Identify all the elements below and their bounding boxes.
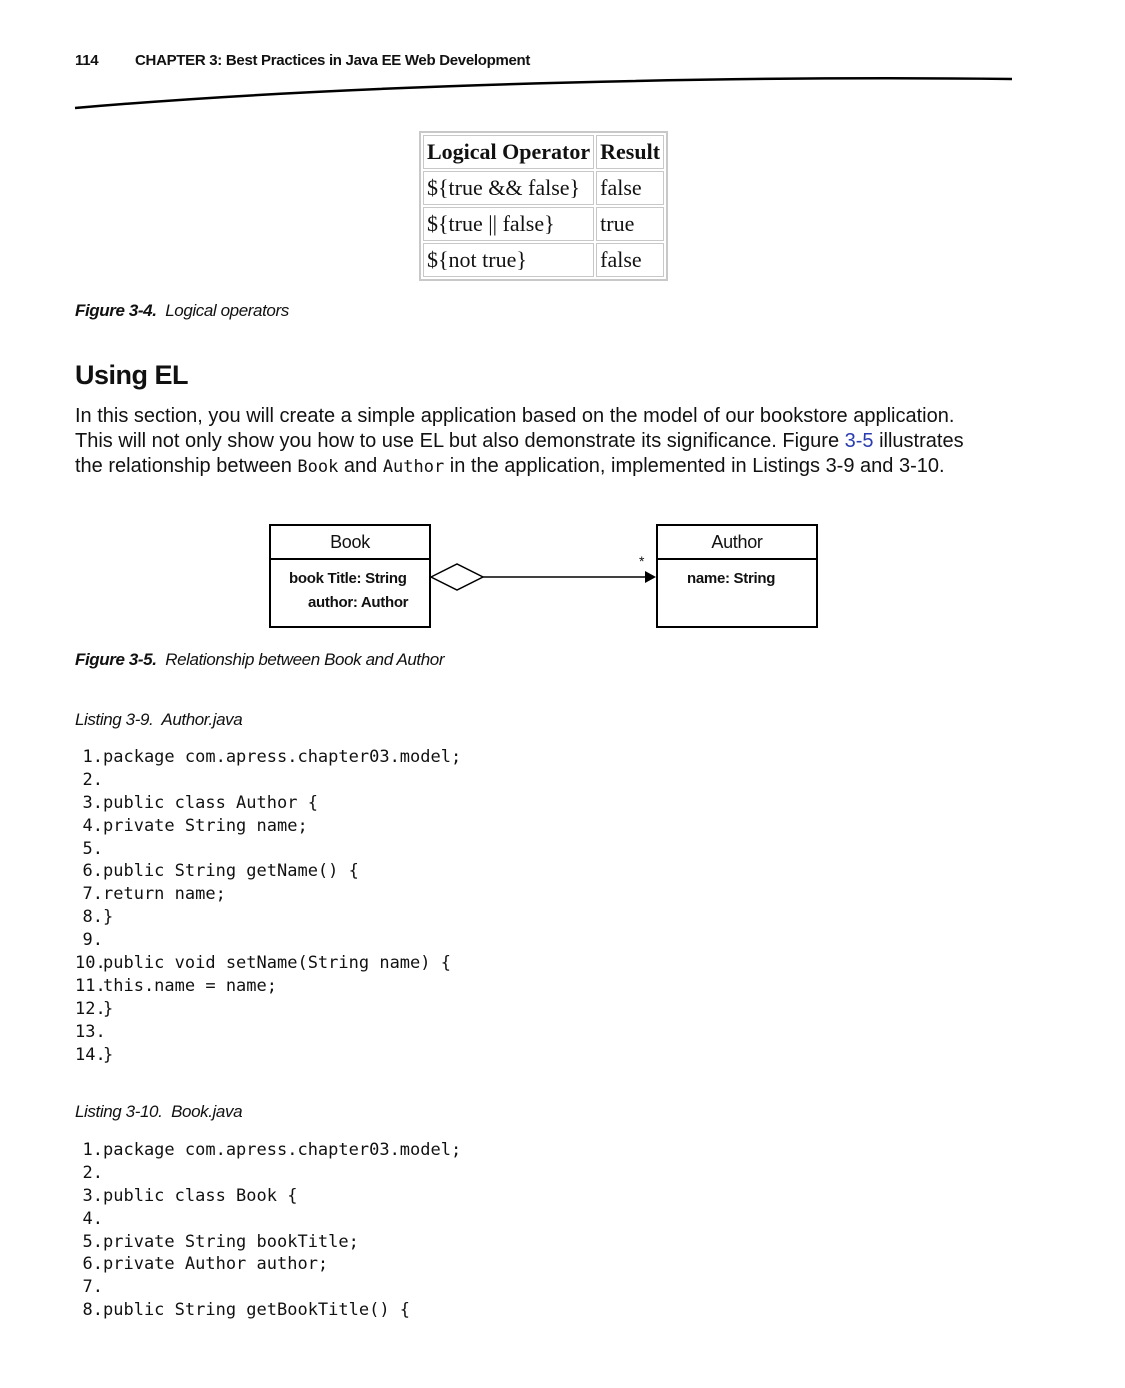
inline-code: Author [382,457,445,477]
paragraph-text: the relationship between [75,455,298,477]
line-number: 12. [75,998,106,1019]
listing-caption-text: Author.java [161,710,243,729]
code-listing [75,1139,461,1322]
line-number: 13. [75,1021,106,1042]
table-cell: ${true && false} [423,171,594,205]
code-text: } [103,998,114,1019]
line-number: 1. [82,747,103,767]
listing-caption [75,1102,242,1122]
line-number: 14. [75,1044,106,1065]
inline-code: Book [297,457,339,477]
line-number: 8. [82,1300,103,1321]
code-line [75,883,461,906]
uml-attribute: author: Author [308,594,409,611]
line-number: 11. [75,975,106,996]
code-line [75,815,461,838]
line-number: 7. [82,884,103,905]
code-line [75,1185,461,1208]
listing-caption-text: Book.java [171,1102,243,1121]
code-line [75,1044,461,1067]
code-line [75,838,461,861]
line-number: 8. [82,907,103,928]
code-line [75,1021,461,1044]
line-number: 4. [82,1208,103,1229]
uml-attribute: book Title: String [289,570,407,587]
code-text: this.name = name; [103,975,277,996]
figure-caption-text: Logical operators [165,301,289,320]
uml-multiplicity: * [639,553,645,569]
code-line [75,792,461,815]
line-number: 6. [82,1254,103,1275]
line-number: 1. [82,1140,103,1160]
line-number: 3. [82,1185,103,1206]
code-text: } [103,1044,114,1065]
table-cell: false [596,171,664,205]
code-text: } [103,907,114,928]
line-number: 2. [82,769,103,790]
paragraph-text: In this section, you will create a simple application based on the model of our bookstore application. [75,405,955,427]
line-number: 2. [82,1162,103,1183]
line-number: 7. [82,1277,103,1298]
code-text: private String name; [103,815,308,836]
section-heading: Using EL [75,360,189,390]
code-line [75,746,461,769]
figure-label: Figure 3-5. [75,650,157,669]
code-line [75,1276,461,1299]
line-number: 4. [82,815,103,836]
line-number: 5. [82,1231,103,1252]
listing-label: Listing 3-10. [75,1102,163,1121]
code-text: return name; [103,884,226,905]
table-header-cell: Logical Operator [423,135,594,169]
table-cell: false [596,243,664,277]
listing-label: Listing 3-9. [75,710,154,729]
table-cell: true [596,207,664,241]
code-text: public class Author { [103,792,318,813]
code-text: private Author author; [103,1254,329,1275]
aggregation-diamond-icon [431,564,483,590]
paragraph-text: illustrates [873,430,964,452]
uml-attribute: name: String [687,570,776,587]
code-line [75,1253,461,1276]
code-line [75,1162,461,1185]
paragraph-text: This will not only show you how to use EL but also demonstrate its significance. Figure [75,430,845,452]
figure-label: Figure 3-4. [75,301,157,320]
line-number: 6. [82,861,103,882]
arrowhead-icon [645,571,656,583]
code-line [75,998,461,1021]
figure-reference-link[interactable]: 3-5 [844,430,874,452]
listing-caption [75,710,242,730]
code-line [75,860,461,883]
uml-class-name: Book [271,526,429,560]
table-cell: ${true || false} [423,207,594,241]
code-line [75,975,461,998]
code-text: private String bookTitle; [103,1231,359,1252]
code-text: package com.apress.chapter03.model; [103,1140,462,1160]
page-number: 114 [75,52,99,69]
code-line [75,1299,461,1322]
code-line [75,929,461,952]
uml-class-name: Author [658,526,816,560]
code-text: public class Book { [103,1185,298,1206]
code-line [75,1139,461,1162]
table-header-cell: Result [596,135,664,169]
code-text: package com.apress.chapter03.model; [103,747,462,767]
code-line [75,952,461,975]
line-number: 5. [82,838,103,859]
code-line [75,1231,461,1254]
figure-caption [75,650,444,670]
table-cell: ${not true} [423,243,594,277]
paragraph-text: and [338,455,383,477]
paragraph-text: in the application, implemented in Listings 3-9 and 3-10. [444,455,945,477]
figure-caption-text: Relationship between Book and Author [165,650,445,669]
code-listing [75,746,461,1066]
code-text: public String getBookTitle() { [103,1300,411,1321]
code-line [75,769,461,792]
code-text: public void setName(String name) { [103,953,451,974]
code-line [75,906,461,929]
code-text: public String getName() { [103,861,359,882]
chapter-title: CHAPTER 3: Best Practices in Java EE Web Development [135,52,531,69]
line-number: 9. [82,930,103,951]
line-number: 3. [82,792,103,813]
line-number: 10. [75,953,106,974]
code-line [75,1208,461,1231]
